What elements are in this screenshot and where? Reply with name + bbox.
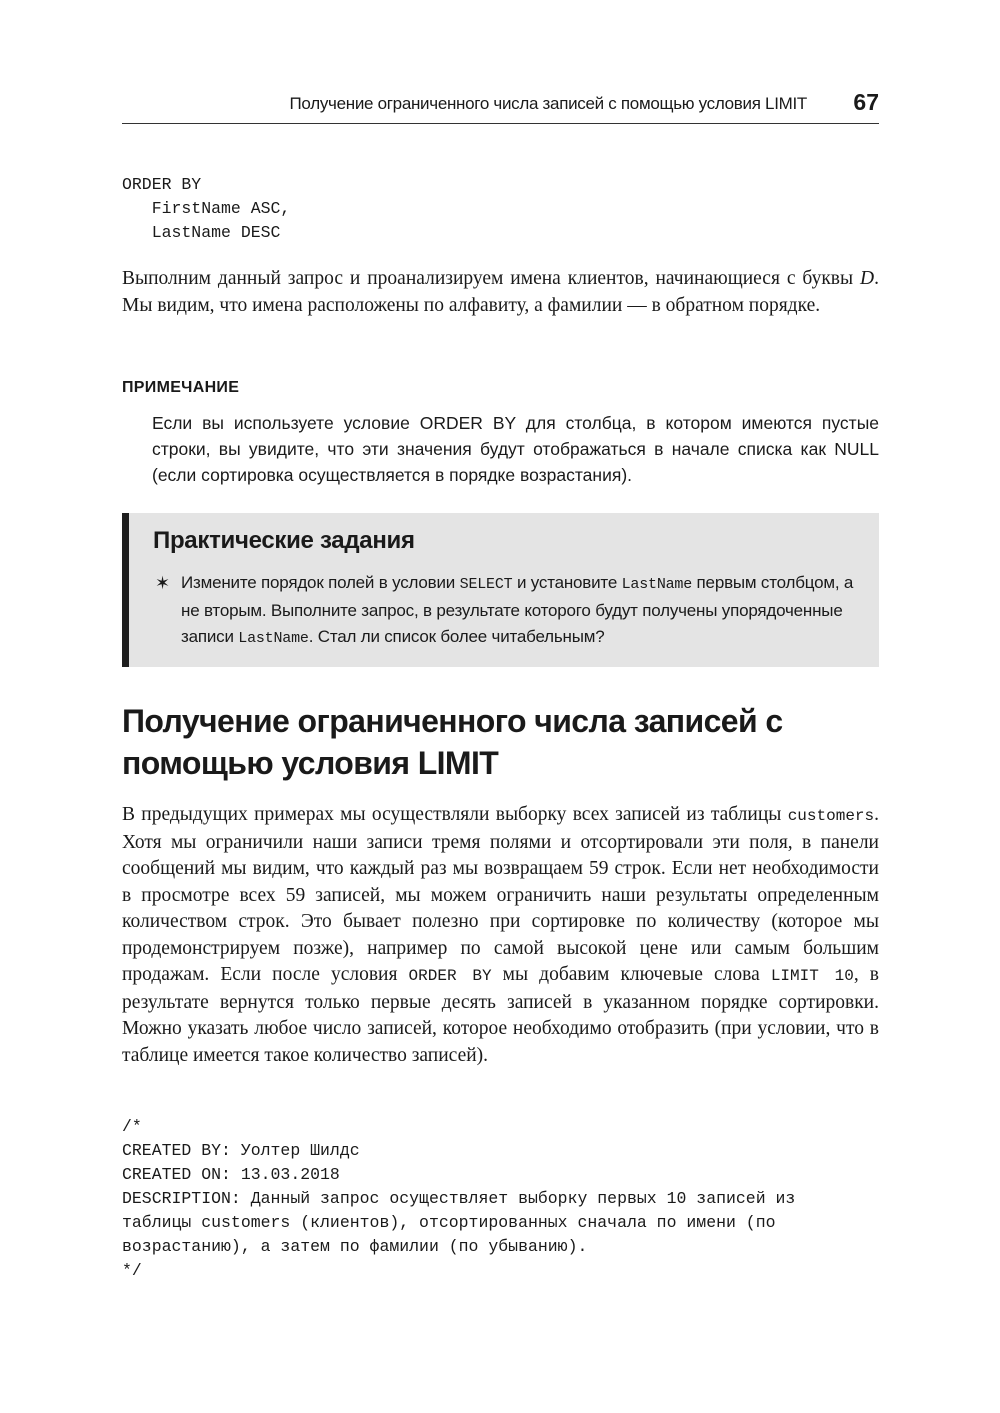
inline-code: LastName	[238, 630, 309, 647]
text-run: Измените порядок полей в условии	[181, 573, 460, 592]
text-run: В предыдущих примерах мы осуществляли выборку всех записей из таблицы	[122, 804, 788, 825]
note-body: Если вы используете условие ORDER BY для столбца, в котором имеются пустые строки, вы увидите, что эти значения будут отображаться в начале списка как NULL (если сортировка осуществляется в порядке возрастания).	[152, 413, 879, 485]
code-line: ORDER BY	[122, 175, 202, 194]
code-line: FirstName ASC,	[122, 199, 291, 218]
asterisk-bullet-icon: ✶	[155, 573, 171, 594]
page-number: 67	[853, 89, 879, 115]
code-line: DESCRIPTION: Данный запрос осуществляет выборку первых 10 записей из	[122, 1189, 796, 1208]
inline-code: LIMIT 10	[770, 967, 854, 985]
inline-code: customers	[787, 807, 875, 825]
code-line: /*	[122, 1117, 142, 1136]
running-title: Получение ограниченного числа записей с помощью условия LIMIT	[289, 94, 807, 113]
running-header	[122, 86, 879, 124]
inline-code: SELECT	[459, 576, 513, 593]
letter-d: D	[860, 268, 875, 289]
code-line: LastName DESC	[122, 223, 281, 242]
code-block-order-by	[122, 173, 290, 245]
inline-code: ORDER BY	[408, 967, 492, 985]
text-run: . Хотя мы ограничили наши записи тремя полями и отсортировали эти поля, в панели сообщений мы видим, что каждый раз мы возвращаем 59 строк. Если нет необходимости в просмотре всех 59 записей, мы можем ограничить наши результаты определенным количеством строк. Это бывает полезно при сортировке по количеству (которое мы продемонстрируем позже), например по самой высокой цене или самым большим продажам. Если после условия	[122, 804, 879, 985]
note-heading: ПРИМЕЧАНИЕ	[122, 379, 240, 396]
code-line: CREATED ON: 13.03.2018	[122, 1165, 340, 1184]
text-run: . Мы видим, что имена расположены по алфавиту, а фамилии — в обратном порядке.	[122, 268, 879, 316]
code-line: */	[122, 1261, 142, 1280]
code-line: таблицы customers (клиентов), отсортированных сначала по имени (по	[122, 1213, 776, 1232]
text-run: и установите	[512, 573, 622, 592]
code-line: CREATED BY: Уолтер Шилдс	[122, 1141, 360, 1160]
inline-code: LastName	[621, 576, 693, 593]
exercise-title: Практические задания	[153, 527, 415, 554]
section-heading: Получение ограниченного числа записей с помощью условия LIMIT	[122, 703, 783, 781]
exercise-box	[122, 513, 879, 667]
paragraph-limit-intro	[122, 802, 879, 1069]
paragraph-query-result	[122, 266, 879, 319]
text-run: , в результате вернутся только первые десять записей в указанном порядке сортировки. Можно указать любое число записей, которое необходимо отобразить (при условии, что в таблице имеется такое количество записей).	[122, 964, 879, 1066]
text-run: . Стал ли список более читабельным?	[308, 627, 605, 646]
text-run: первым столбцом, а не вторым. Выполните запрос, в результате которого будут получены упорядоченные записи	[181, 573, 854, 646]
text-run: мы добавим ключевые слова	[491, 964, 771, 985]
code-block-comment	[122, 1115, 795, 1283]
exercise-item	[181, 570, 861, 652]
text-run: Выполним данный запрос и проанализируем имена клиентов, начинающиеся с буквы	[122, 268, 861, 289]
code-line: возрастанию), а затем по фамилии (по убыванию).	[122, 1237, 588, 1256]
